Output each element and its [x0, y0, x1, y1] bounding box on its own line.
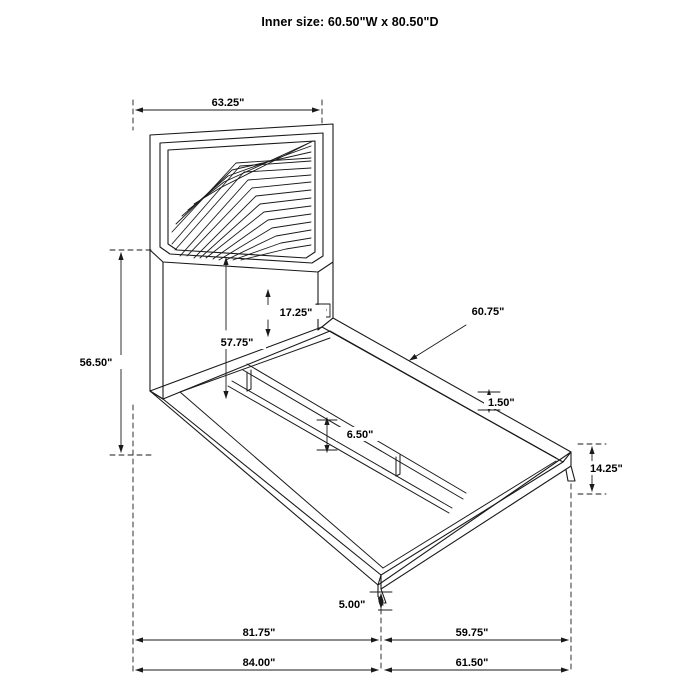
dim-slat-height: 6.50" [346, 429, 374, 441]
headboard-outline [150, 124, 333, 272]
foot-legs [378, 466, 575, 605]
page-title: Inner size: 60.50"W x 80.50"D [261, 15, 439, 29]
dim-overall-depth-left: 84.00" [242, 657, 276, 669]
dim-headboard-height: 57.75" [220, 337, 254, 349]
dim-headboard-panel-height: 17.25" [279, 307, 313, 319]
dim-headboard-width: 63.25" [211, 97, 245, 109]
bed-frame-rails [150, 318, 571, 598]
dim-overall-depth-right: 61.50" [455, 657, 489, 669]
dim-rail-thickness: 1.50" [488, 397, 515, 409]
headboard-chevron-pattern [172, 141, 313, 260]
headboard-posts [150, 250, 333, 399]
dim-depth-right: 59.75" [455, 627, 489, 639]
dim-overall-height: 56.50" [79, 357, 113, 369]
mattress-deck-frame [180, 331, 556, 568]
dimension-labels [68, 95, 642, 669]
dim-leg-height: 5.00" [338, 599, 366, 611]
dim-footboard-height: 14.25" [590, 463, 623, 475]
dimension-lines [110, 100, 606, 672]
dim-depth-left: 81.75" [242, 627, 276, 639]
dim-side-rail-length: 60.75" [471, 306, 505, 318]
